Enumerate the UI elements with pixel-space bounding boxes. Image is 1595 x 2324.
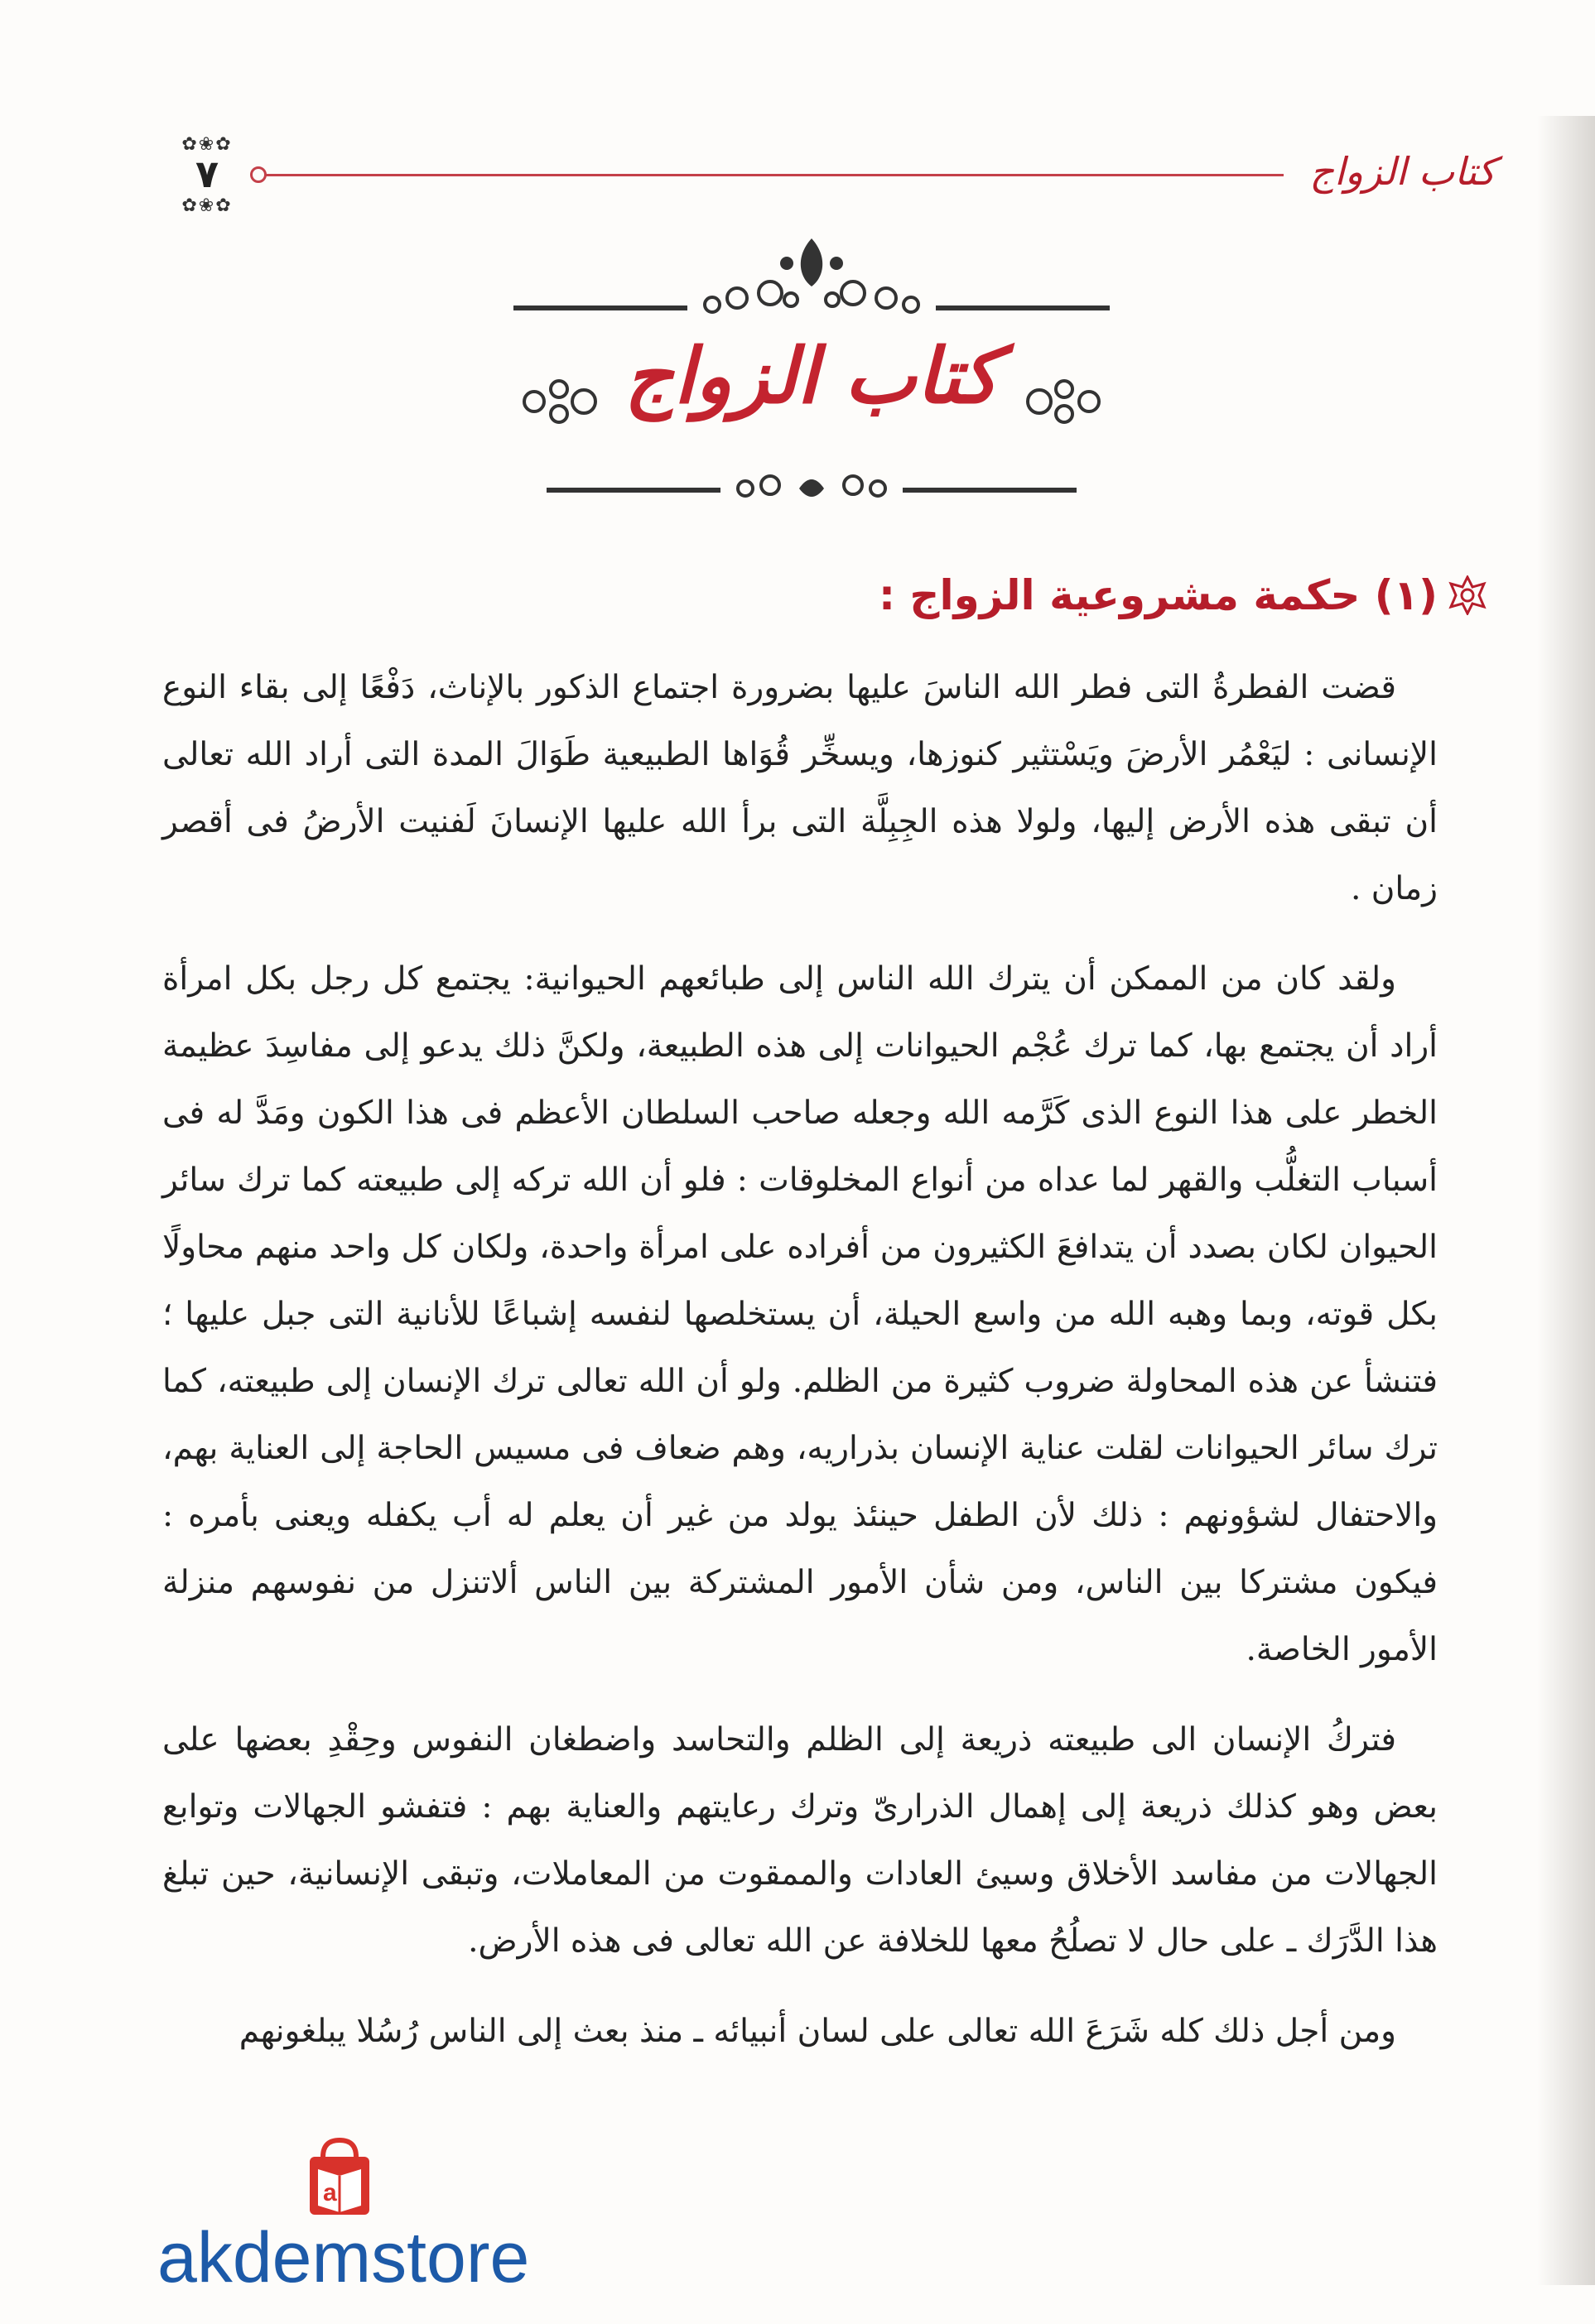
watermark-wordmark bbox=[157, 2216, 588, 2298]
shopping-bag-book-icon bbox=[298, 2136, 381, 2219]
star-icon bbox=[1448, 575, 1487, 615]
badge-letter: a bbox=[323, 2179, 337, 2206]
page-number: ٧ bbox=[195, 152, 219, 196]
paragraph: ومن أجل ذلك كله شَرَعَ الله تعالى على لسان أنبيائه ـ منذ بعث إلى الناس رُسُلا يبلغونهم bbox=[239, 2013, 1396, 2050]
akdemstore-watermark bbox=[157, 2136, 588, 2302]
page-gutter-shadow bbox=[1537, 116, 1595, 2285]
body-text bbox=[162, 654, 1438, 2088]
flourish-bottom-icon: ✿❀✿ bbox=[181, 195, 233, 216]
flourish-top-icon: ✿❀✿ bbox=[181, 134, 233, 155]
bottom-flourish-icon bbox=[513, 464, 1110, 513]
section-heading: (١) حكمة مشروعية الزواج : bbox=[879, 571, 1438, 619]
title-block bbox=[513, 232, 1110, 513]
paragraph: قضت الفطرةُ التى فطر الله الناسَ عليها بضرورة اجتماع الذكور بالإناث، دَفْعًا إلى بقاء النوع الإنسانى : ليَعْمُر الأرضَ ويَسْتثير كنوزها، ويسخِّر قُوَاها الطبيعية طَوَالَ المدة التى أراد الله تعالى أن تبقى هذه الأرض إليها، ولولا هذه الجِبِلَّة التى برأ الله عليها الإنسانَ لَفنيت الأرضُ فى أقصر زمان . bbox=[162, 669, 1438, 907]
running-title: كتاب الزواج bbox=[1309, 149, 1496, 194]
paragraph: فتركُ الإنسان الى طبيعته ذريعة إلى الظلم والتحاسد واضطغان النفوس وحِقْدِ بعضها على بعض وهو كذلك ذريعة إلى إهمال الذرارىّ وترك رعايتهم والعناية بهم : فتفشو الجهالات وتوابع الجهالات من مفاسد الأخلاق وسيئ العادات والممقوت من المعاملات، وتبقى الإنسانية، حين تبلغ هذا الدَّرَك ـ على حال لا تصلُحُ معها للخلافة عن الله تعالى فى هذه الأرض. bbox=[162, 1721, 1438, 1960]
page-number-ornament bbox=[170, 132, 244, 215]
paragraph: ولقد كان من الممكن أن يترك الله الناس إلى طبائعهم الحيوانية: يجتمع كل رجل بكل امرأة أراد أن يجتمع بها، كما ترك عُجْم الحيوانات إلى هذه الطبيعة، ولكنَّ ذلك يدعو إلى مفاسِدَ عظيمة الخطر على هذا النوع الذى كَرَّمه الله وجعله صاحب السلطان الأعظم فى هذا الكون ومَدَّ له فى أسباب التغلُّب والقهر لما عداه من أنواع المخلوقات : فلو أن الله تركه إلى طبيعته كما ترك سائر الحيوان لكان بصدد أن يتدافعَ الكثيرون من أفراده على امرأة واحدة، ولكان كل واحد منهم محاولًا بكل قوته، وبما وهبه الله من واسع الحيلة، أن يستخلصها لنفسه إشباعًا للأنانية التى جبل عليها ؛ فتنشأ عن هذه المحاولة ضروب كثيرة من الظلم. ولو أن الله تعالى ترك الإنسان إلى طبيعته، كما ترك سائر الحيوانات لقلت عناية الإنسان بذراريه، وهم ضعاف فى مسيس الحاجة إلى العناية بهم، والاحتفال لشؤونهم : ذلك لأن الطفل حينئذ يولد من غير أن يعلم له أب يكفله ويعنى بأمره : فيكون مشتركا بين الناس، ومن شأن الأمور المشتركة بين الناس ألاتنزل من نفوسهم منزلة الأمور الخاصة. bbox=[162, 960, 1438, 1668]
header-rule bbox=[265, 174, 1284, 176]
top-flourish-icon bbox=[513, 232, 1110, 315]
book-title: كتاب الزواج bbox=[624, 331, 999, 421]
watermark-text: akdemstore bbox=[157, 2218, 530, 2298]
